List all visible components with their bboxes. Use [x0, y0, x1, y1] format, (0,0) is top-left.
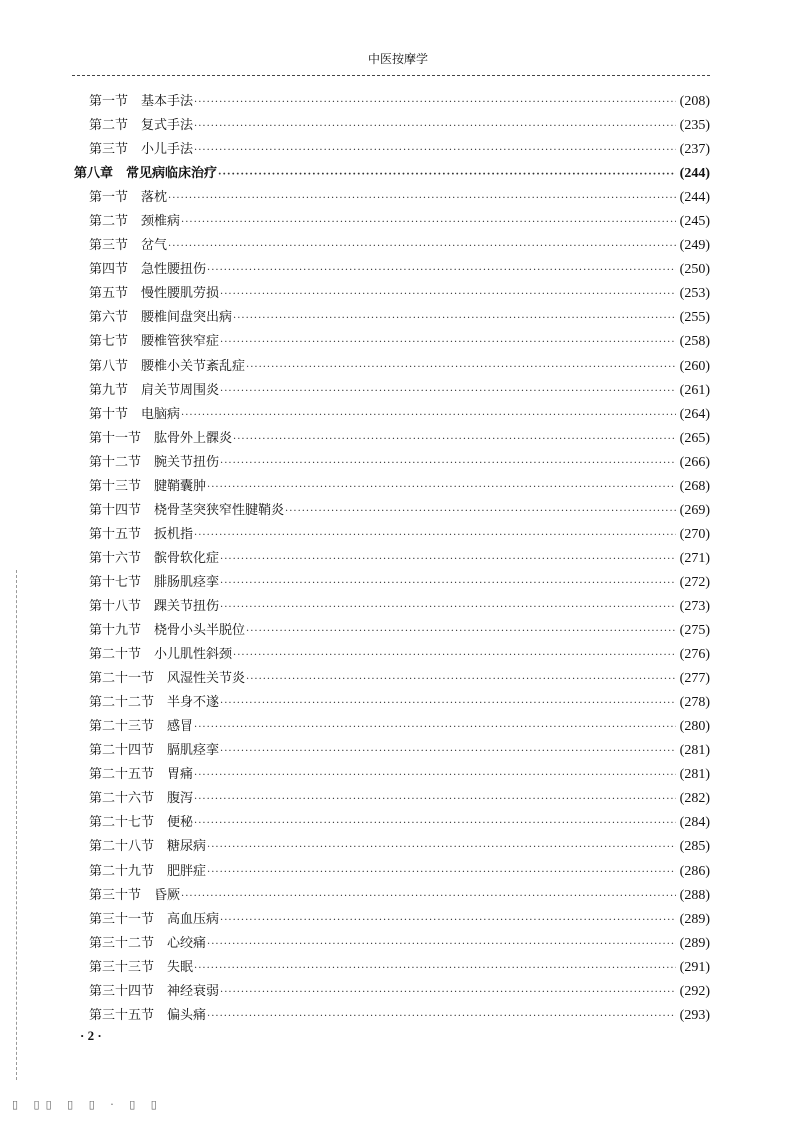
dot-leader [246, 356, 676, 380]
toc-section-entry[interactable] [72, 355, 710, 379]
toc-section-entry[interactable] [72, 451, 710, 475]
entry-number: 第三十二节 [89, 935, 155, 951]
dot-leader [194, 91, 676, 115]
dot-leader [233, 428, 676, 452]
entry-number: 第三十五节 [89, 1007, 155, 1023]
entry-number: 第二十五节 [89, 767, 155, 783]
toc-section-entry[interactable] [72, 379, 710, 403]
toc-section-entry[interactable] [72, 956, 710, 980]
entry-page: (250) [679, 262, 710, 278]
entry-title: 肥胖症 [167, 863, 207, 879]
entry-title: 桡骨小头半脱位 [154, 623, 246, 639]
entry-page: (291) [679, 959, 710, 975]
dot-leader [207, 836, 676, 860]
dot-leader [168, 235, 676, 259]
entry-page: (253) [679, 286, 710, 302]
entry-page: (282) [679, 791, 710, 807]
entry-page: (270) [679, 526, 710, 542]
entry-number: 第三节 [89, 238, 129, 254]
entry-title: 腓肠肌痉挛 [154, 574, 220, 590]
entry-title: 腰椎间盘突出病 [141, 310, 233, 326]
entry-title: 落枕 [141, 190, 168, 206]
toc-section-entry[interactable] [72, 571, 710, 595]
toc-chapter-entry[interactable] [72, 162, 710, 186]
toc-section-entry[interactable] [72, 114, 710, 138]
entry-number: 第二十八节 [89, 839, 155, 855]
toc-section-entry[interactable] [72, 980, 710, 1004]
entry-number: 第一节 [89, 94, 129, 109]
dot-leader [218, 163, 676, 187]
toc-section-entry[interactable] [72, 282, 710, 306]
toc-section-entry[interactable] [72, 667, 710, 691]
entry-page: (249) [679, 238, 710, 254]
entry-number: 第十五节 [89, 526, 142, 542]
entry-number: 第四节 [89, 262, 129, 278]
entry-page: (260) [679, 358, 710, 374]
entry-title: 颈椎病 [141, 214, 181, 230]
entry-number: 第十二节 [89, 454, 142, 470]
entry-number: 第二十九节 [89, 863, 155, 879]
entry-title: 髌骨软化症 [154, 550, 220, 566]
running-title: 中医按摩学 [367, 52, 428, 66]
entry-number: 第二十四节 [89, 743, 155, 759]
entry-page: (288) [679, 887, 710, 903]
toc-section-entry[interactable] [72, 499, 710, 523]
toc-section-entry[interactable] [72, 475, 710, 499]
entry-title: 踝关节扭伤 [154, 598, 220, 614]
dot-leader [220, 572, 676, 596]
dot-leader [207, 1005, 676, 1029]
dot-leader [207, 861, 676, 885]
entry-number: 第二十六节 [89, 791, 155, 807]
entry-number: 第五节 [89, 286, 129, 302]
entry-title: 腰椎小关节紊乱症 [141, 358, 246, 374]
entry-page: (276) [679, 647, 710, 663]
entry-title: 高血压病 [167, 911, 220, 927]
entry-title: 神经衰弱 [167, 983, 220, 999]
entry-number: 第七节 [89, 334, 129, 350]
dot-leader [220, 981, 676, 1005]
entry-page: (273) [679, 598, 710, 614]
dot-leader [246, 668, 676, 692]
dot-leader [220, 909, 676, 933]
entry-title: 腱鞘囊肿 [154, 478, 207, 494]
toc-section-entry[interactable] [72, 715, 710, 739]
header-rule [72, 75, 710, 76]
dot-leader [220, 548, 676, 572]
entry-page: (281) [679, 767, 710, 783]
entry-page: (235) [679, 118, 710, 134]
toc-section-entry[interactable] [72, 884, 710, 908]
entry-page: (280) [679, 719, 710, 735]
entry-page: (284) [679, 815, 710, 831]
entry-number: 第一节 [89, 190, 129, 206]
entry-page: (293) [679, 1007, 710, 1023]
dot-leader [194, 788, 676, 812]
entry-page: (258) [679, 334, 710, 350]
entry-title: 糖尿病 [167, 839, 207, 855]
entry-page: (278) [679, 695, 710, 711]
entry-title: 胃痛 [167, 767, 194, 783]
entry-page: (237) [679, 142, 710, 158]
toc-section-entry[interactable] [72, 547, 710, 571]
entry-title: 基本手法 [141, 94, 194, 109]
toc-section-entry[interactable] [72, 739, 710, 763]
dot-leader [181, 211, 676, 235]
table-of-contents [72, 90, 710, 1028]
dot-leader [181, 404, 676, 428]
entry-title: 常见病临床治疗 [126, 166, 218, 182]
entry-number: 第八章 [74, 166, 114, 182]
entry-number: 第三节 [89, 142, 129, 158]
entry-title: 半身不遂 [167, 695, 220, 711]
entry-title: 扳机指 [154, 526, 194, 542]
dot-leader [220, 596, 676, 620]
entry-number: 第二十一节 [89, 671, 155, 687]
entry-title: 腕关节扭伤 [154, 454, 220, 470]
entry-title: 小儿手法 [141, 142, 194, 158]
entry-title: 失眠 [167, 959, 194, 975]
entry-title: 腹泻 [167, 791, 194, 807]
entry-number: 第二十七节 [89, 815, 155, 831]
dot-leader [194, 139, 676, 163]
entry-number: 第十节 [89, 406, 129, 422]
dot-leader [220, 452, 676, 476]
dot-leader [285, 500, 676, 524]
toc-section-entry[interactable] [72, 835, 710, 859]
entry-page: (289) [679, 911, 710, 927]
dot-leader [194, 812, 676, 836]
entry-number: 第二十节 [89, 647, 142, 663]
toc-section-entry[interactable] [72, 908, 710, 932]
entry-number: 第三十三节 [89, 959, 155, 975]
toc-section-entry[interactable] [72, 210, 710, 234]
entry-page: (244) [679, 166, 710, 182]
entry-title: 肱骨外上髁炎 [154, 430, 233, 446]
entry-title: 急性腰扭伤 [141, 262, 207, 278]
scan-artifact: ▯ ▯▯ ▯ ▯ · ▯ ▯ [12, 1098, 163, 1111]
entry-number: 第三十四节 [89, 983, 155, 999]
entry-title: 慢性腰肌劳损 [141, 286, 220, 302]
scan-margin-line [16, 570, 17, 1080]
toc-section-entry[interactable] [72, 403, 710, 427]
toc-section-entry[interactable] [72, 306, 710, 330]
dot-leader [207, 933, 676, 957]
entry-page: (255) [679, 310, 710, 326]
entry-title: 感冒 [167, 719, 194, 735]
entry-page: (264) [679, 406, 710, 422]
page-number: · 2 · [80, 1028, 102, 1043]
entry-page: (266) [679, 454, 710, 470]
entry-page: (265) [679, 430, 710, 446]
toc-section-entry[interactable] [72, 595, 710, 619]
entry-page: (245) [679, 214, 710, 230]
entry-page: (271) [679, 550, 710, 566]
entry-number: 第九节 [89, 382, 129, 398]
entry-number: 第十六节 [89, 550, 142, 566]
entry-number: 第十四节 [89, 502, 142, 518]
entry-page: (292) [679, 983, 710, 999]
entry-title: 桡骨茎突狭窄性腱鞘炎 [154, 502, 285, 518]
dot-leader [168, 187, 676, 211]
entry-page: (286) [679, 863, 710, 879]
dot-leader [220, 331, 676, 355]
entry-number: 第六节 [89, 310, 129, 326]
dot-leader [246, 620, 676, 644]
entry-number: 第三十一节 [89, 911, 155, 927]
entry-number: 第二十二节 [89, 695, 155, 711]
toc-section-entry[interactable] [72, 619, 710, 643]
dot-leader [194, 764, 676, 788]
toc-section-entry[interactable] [72, 932, 710, 956]
entry-title: 岔气 [141, 238, 168, 254]
toc-section-entry[interactable] [72, 643, 710, 667]
dot-leader [181, 885, 676, 909]
entry-page: (272) [679, 574, 710, 590]
entry-title: 电脑病 [141, 406, 181, 422]
entry-title: 膈肌痉挛 [167, 743, 220, 759]
dot-leader [220, 283, 676, 307]
toc-section-entry[interactable] [72, 138, 710, 162]
entry-page: (208) [679, 94, 710, 109]
entry-title: 心绞痛 [167, 935, 207, 951]
entry-page: (285) [679, 839, 710, 855]
toc-section-entry[interactable] [72, 90, 710, 114]
entry-title: 腰椎管狭窄症 [141, 334, 220, 350]
entry-page: (268) [679, 478, 710, 494]
dot-leader [194, 716, 676, 740]
entry-title: 复式手法 [141, 118, 194, 134]
entry-number: 第十八节 [89, 598, 142, 614]
entry-number: 第二节 [89, 214, 129, 230]
entry-number: 第三十节 [89, 887, 142, 903]
toc-section-entry[interactable] [72, 787, 710, 811]
entry-page: (244) [679, 190, 710, 206]
dot-leader [233, 307, 676, 331]
toc-section-entry[interactable] [72, 691, 710, 715]
entry-title: 便秘 [167, 815, 194, 831]
entry-number: 第十九节 [89, 623, 142, 639]
dot-leader [233, 644, 676, 668]
entry-title: 肩关节周围炎 [141, 382, 220, 398]
entry-number: 第二节 [89, 118, 129, 134]
dot-leader [207, 476, 676, 500]
entry-number: 第十一节 [89, 430, 142, 446]
toc-section-entry[interactable] [72, 763, 710, 787]
entry-page: (269) [679, 502, 710, 518]
entry-title: 风湿性关节炎 [167, 671, 246, 687]
dot-leader [220, 740, 676, 764]
toc-section-entry[interactable] [72, 330, 710, 354]
entry-number: 第十七节 [89, 574, 142, 590]
entry-page: (281) [679, 743, 710, 759]
dot-leader [220, 380, 676, 404]
entry-page: (277) [679, 671, 710, 687]
toc-section-entry[interactable] [72, 186, 710, 210]
entry-page: (261) [679, 382, 710, 398]
dot-leader [194, 115, 676, 139]
entry-title: 昏厥 [154, 887, 181, 903]
toc-section-entry[interactable] [72, 427, 710, 451]
toc-section-entry[interactable] [72, 1004, 710, 1028]
toc-section-entry[interactable] [72, 258, 710, 282]
toc-section-entry[interactable] [72, 234, 710, 258]
entry-number: 第二十三节 [89, 719, 155, 735]
toc-section-entry[interactable] [72, 811, 710, 835]
entry-page: (275) [679, 623, 710, 639]
entry-number: 第八节 [89, 358, 129, 374]
entry-page: (289) [679, 935, 710, 951]
entry-title: 小儿肌性斜颈 [154, 647, 233, 663]
toc-section-entry[interactable] [72, 860, 710, 884]
entry-title: 偏头痛 [167, 1007, 207, 1023]
dot-leader [194, 957, 676, 981]
toc-section-entry[interactable] [72, 523, 710, 547]
dot-leader [194, 524, 676, 548]
dot-leader [220, 692, 676, 716]
entry-number: 第十三节 [89, 478, 142, 494]
dot-leader [207, 259, 676, 283]
